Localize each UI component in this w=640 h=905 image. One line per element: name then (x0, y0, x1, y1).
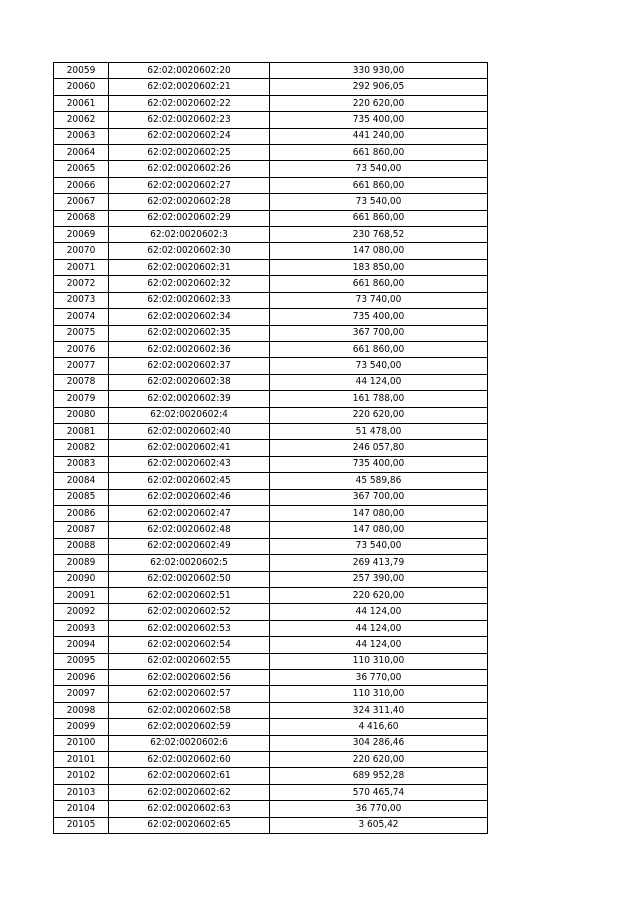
cadastral-number-cell: 62:02:0020602:63 (109, 801, 270, 817)
row-number-cell: 20071 (54, 259, 109, 275)
table-row (54, 440, 488, 456)
cadastral-number-cell: 62:02:0020602:53 (109, 620, 270, 636)
table-row (54, 637, 488, 653)
value-cell: 161 788,00 (270, 391, 488, 407)
row-number-cell: 20064 (54, 145, 109, 161)
cadastral-number-cell: 62:02:0020602:28 (109, 194, 270, 210)
cadastral-number-cell: 62:02:0020602:24 (109, 128, 270, 144)
table-row (54, 79, 488, 95)
table-row (54, 670, 488, 686)
cadastral-number-cell: 62:02:0020602:52 (109, 604, 270, 620)
cadastral-number-cell: 62:02:0020602:60 (109, 752, 270, 768)
value-cell: 441 240,00 (270, 128, 488, 144)
table-row (54, 391, 488, 407)
table-row (54, 735, 488, 751)
cadastral-number-cell: 62:02:0020602:65 (109, 817, 270, 833)
row-number-cell: 20085 (54, 489, 109, 505)
cadastral-number-cell: 62:02:0020602:36 (109, 341, 270, 357)
table-row (54, 145, 488, 161)
cadastral-number-cell: 62:02:0020602:33 (109, 292, 270, 308)
cadastral-number-cell: 62:02:0020602:50 (109, 571, 270, 587)
cadastral-number-cell: 62:02:0020602:38 (109, 374, 270, 390)
row-number-cell: 20097 (54, 686, 109, 702)
value-cell: 73 540,00 (270, 161, 488, 177)
row-number-cell: 20101 (54, 752, 109, 768)
value-cell: 44 124,00 (270, 620, 488, 636)
cadastral-number-cell: 62:02:0020602:45 (109, 473, 270, 489)
row-number-cell: 20065 (54, 161, 109, 177)
value-cell: 73 540,00 (270, 194, 488, 210)
table-row (54, 407, 488, 423)
row-number-cell: 20103 (54, 784, 109, 800)
value-cell: 4 416,60 (270, 719, 488, 735)
value-cell: 330 930,00 (270, 63, 488, 79)
row-number-cell: 20061 (54, 95, 109, 111)
cadastral-number-cell: 62:02:0020602:32 (109, 276, 270, 292)
table-row (54, 112, 488, 128)
table-row (54, 243, 488, 259)
row-number-cell: 20076 (54, 341, 109, 357)
row-number-cell: 20077 (54, 358, 109, 374)
table-row (54, 752, 488, 768)
cadastral-number-cell: 62:02:0020602:35 (109, 325, 270, 341)
value-cell: 36 770,00 (270, 670, 488, 686)
value-cell: 661 860,00 (270, 341, 488, 357)
table-row (54, 620, 488, 636)
row-number-cell: 20072 (54, 276, 109, 292)
value-cell: 246 057,80 (270, 440, 488, 456)
row-number-cell: 20075 (54, 325, 109, 341)
cadastral-number-cell: 62:02:0020602:41 (109, 440, 270, 456)
value-cell: 36 770,00 (270, 801, 488, 817)
row-number-cell: 20100 (54, 735, 109, 751)
cadastral-number-cell: 62:02:0020602:34 (109, 309, 270, 325)
table-row (54, 194, 488, 210)
row-number-cell: 20078 (54, 374, 109, 390)
row-number-cell: 20090 (54, 571, 109, 587)
value-cell: 220 620,00 (270, 752, 488, 768)
row-number-cell: 20059 (54, 63, 109, 79)
cadastral-number-cell: 62:02:0020602:54 (109, 637, 270, 653)
cadastral-number-cell: 62:02:0020602:37 (109, 358, 270, 374)
table-row (54, 489, 488, 505)
value-cell: 147 080,00 (270, 243, 488, 259)
value-cell: 3 605,42 (270, 817, 488, 833)
table-row (54, 719, 488, 735)
row-number-cell: 20093 (54, 620, 109, 636)
value-cell: 45 589,86 (270, 473, 488, 489)
row-number-cell: 20080 (54, 407, 109, 423)
cadastral-number-cell: 62:02:0020602:59 (109, 719, 270, 735)
value-cell: 292 906,05 (270, 79, 488, 95)
row-number-cell: 20062 (54, 112, 109, 128)
cadastral-number-cell: 62:02:0020602:27 (109, 177, 270, 193)
row-number-cell: 20087 (54, 522, 109, 538)
value-cell: 661 860,00 (270, 145, 488, 161)
value-cell: 367 700,00 (270, 325, 488, 341)
table-row (54, 538, 488, 554)
cadastral-number-cell: 62:02:0020602:39 (109, 391, 270, 407)
table-row (54, 571, 488, 587)
cadastral-number-cell: 62:02:0020602:47 (109, 505, 270, 521)
cadastral-number-cell: 62:02:0020602:23 (109, 112, 270, 128)
table-row (54, 374, 488, 390)
cadastral-number-cell: 62:02:0020602:61 (109, 768, 270, 784)
table-row (54, 505, 488, 521)
cadastral-number-cell: 62:02:0020602:22 (109, 95, 270, 111)
cadastral-number-cell: 62:02:0020602:55 (109, 653, 270, 669)
value-cell: 304 286,46 (270, 735, 488, 751)
value-cell: 661 860,00 (270, 276, 488, 292)
table-row (54, 358, 488, 374)
cadastral-number-cell: 62:02:0020602:4 (109, 407, 270, 423)
table-row (54, 686, 488, 702)
value-cell: 269 413,79 (270, 555, 488, 571)
data-table (53, 62, 488, 834)
row-number-cell: 20094 (54, 637, 109, 653)
value-cell: 230 768,52 (270, 227, 488, 243)
table-row (54, 227, 488, 243)
value-cell: 147 080,00 (270, 505, 488, 521)
value-cell: 73 740,00 (270, 292, 488, 308)
cadastral-number-cell: 62:02:0020602:62 (109, 784, 270, 800)
value-cell: 220 620,00 (270, 95, 488, 111)
value-cell: 735 400,00 (270, 456, 488, 472)
table-row (54, 784, 488, 800)
row-number-cell: 20067 (54, 194, 109, 210)
table-row (54, 768, 488, 784)
value-cell: 661 860,00 (270, 210, 488, 226)
table-row (54, 210, 488, 226)
row-number-cell: 20079 (54, 391, 109, 407)
table-row (54, 456, 488, 472)
table-row (54, 604, 488, 620)
value-cell: 44 124,00 (270, 637, 488, 653)
row-number-cell: 20063 (54, 128, 109, 144)
cadastral-number-cell: 62:02:0020602:6 (109, 735, 270, 751)
cadastral-number-cell: 62:02:0020602:21 (109, 79, 270, 95)
row-number-cell: 20086 (54, 505, 109, 521)
value-cell: 51 478,00 (270, 423, 488, 439)
row-number-cell: 20098 (54, 702, 109, 718)
value-cell: 735 400,00 (270, 112, 488, 128)
table-row (54, 473, 488, 489)
row-number-cell: 20070 (54, 243, 109, 259)
table-row (54, 702, 488, 718)
value-cell: 44 124,00 (270, 374, 488, 390)
table-row (54, 161, 488, 177)
row-number-cell: 20084 (54, 473, 109, 489)
value-cell: 324 311,40 (270, 702, 488, 718)
value-cell: 570 465,74 (270, 784, 488, 800)
row-number-cell: 20092 (54, 604, 109, 620)
cadastral-number-cell: 62:02:0020602:25 (109, 145, 270, 161)
cadastral-number-cell: 62:02:0020602:46 (109, 489, 270, 505)
table-row (54, 128, 488, 144)
row-number-cell: 20081 (54, 423, 109, 439)
table-row (54, 63, 488, 79)
value-cell: 220 620,00 (270, 588, 488, 604)
row-number-cell: 20088 (54, 538, 109, 554)
row-number-cell: 20083 (54, 456, 109, 472)
cadastral-number-cell: 62:02:0020602:29 (109, 210, 270, 226)
cadastral-number-cell: 62:02:0020602:40 (109, 423, 270, 439)
row-number-cell: 20096 (54, 670, 109, 686)
cadastral-number-cell: 62:02:0020602:51 (109, 588, 270, 604)
value-cell: 183 850,00 (270, 259, 488, 275)
table-row (54, 276, 488, 292)
table-row (54, 653, 488, 669)
table-row (54, 95, 488, 111)
table-row (54, 177, 488, 193)
row-number-cell: 20069 (54, 227, 109, 243)
table-body (54, 63, 488, 834)
table-row (54, 555, 488, 571)
cadastral-number-cell: 62:02:0020602:57 (109, 686, 270, 702)
table-row (54, 292, 488, 308)
row-number-cell: 20082 (54, 440, 109, 456)
cadastral-number-cell: 62:02:0020602:49 (109, 538, 270, 554)
row-number-cell: 20089 (54, 555, 109, 571)
value-cell: 44 124,00 (270, 604, 488, 620)
value-cell: 147 080,00 (270, 522, 488, 538)
value-cell: 689 952,28 (270, 768, 488, 784)
table-row (54, 522, 488, 538)
value-cell: 110 310,00 (270, 686, 488, 702)
value-cell: 220 620,00 (270, 407, 488, 423)
cadastral-number-cell: 62:02:0020602:30 (109, 243, 270, 259)
cadastral-number-cell: 62:02:0020602:3 (109, 227, 270, 243)
value-cell: 110 310,00 (270, 653, 488, 669)
cadastral-number-cell: 62:02:0020602:58 (109, 702, 270, 718)
row-number-cell: 20066 (54, 177, 109, 193)
cadastral-number-cell: 62:02:0020602:20 (109, 63, 270, 79)
row-number-cell: 20073 (54, 292, 109, 308)
row-number-cell: 20095 (54, 653, 109, 669)
cadastral-number-cell: 62:02:0020602:43 (109, 456, 270, 472)
table-row (54, 325, 488, 341)
row-number-cell: 20102 (54, 768, 109, 784)
row-number-cell: 20068 (54, 210, 109, 226)
row-number-cell: 20060 (54, 79, 109, 95)
value-cell: 257 390,00 (270, 571, 488, 587)
table-row (54, 423, 488, 439)
row-number-cell: 20099 (54, 719, 109, 735)
row-number-cell: 20104 (54, 801, 109, 817)
value-cell: 73 540,00 (270, 358, 488, 374)
value-cell: 367 700,00 (270, 489, 488, 505)
cadastral-number-cell: 62:02:0020602:26 (109, 161, 270, 177)
cadastral-number-cell: 62:02:0020602:31 (109, 259, 270, 275)
table-row (54, 801, 488, 817)
value-cell: 73 540,00 (270, 538, 488, 554)
value-cell: 735 400,00 (270, 309, 488, 325)
table-row (54, 309, 488, 325)
table-row (54, 259, 488, 275)
row-number-cell: 20074 (54, 309, 109, 325)
cadastral-number-cell: 62:02:0020602:5 (109, 555, 270, 571)
table-row (54, 341, 488, 357)
table-row (54, 817, 488, 833)
row-number-cell: 20105 (54, 817, 109, 833)
row-number-cell: 20091 (54, 588, 109, 604)
table-row (54, 588, 488, 604)
cadastral-number-cell: 62:02:0020602:48 (109, 522, 270, 538)
value-cell: 661 860,00 (270, 177, 488, 193)
cadastral-number-cell: 62:02:0020602:56 (109, 670, 270, 686)
